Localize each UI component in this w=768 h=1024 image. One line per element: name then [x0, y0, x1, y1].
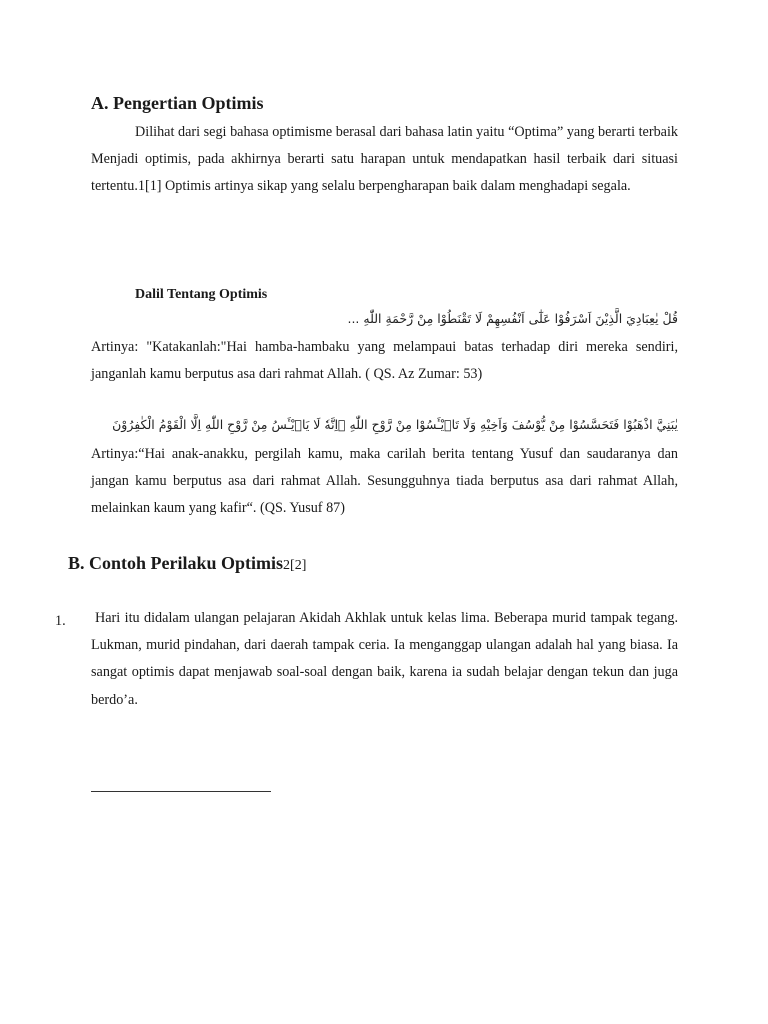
section-a-paragraph — [91, 119, 678, 201]
list-item-number: 1. — [55, 613, 66, 629]
section-a-heading: A. Pengertian Optimis — [91, 93, 264, 113]
section-a-paragraph-text: Dilihat dari segi bahasa optimisme berasal dari bahasa latin yaitu “Optima” yang berarti terbaik Menjadi optimis, pada akhirnya berarti satu harapan untuk mendapatkan hasil terbaik dari situasi tertentu.1[1] Optimis artinya sikap yang selalu berpengharapan baik dalam menghadapi segala. — [91, 124, 678, 195]
quran-verse-1-arabic: قُلْ يٰعِبَادِيَ الَّذِيْنَ اَسْرَفُوْا عَلٰٓى اَنْفُسِهِمْ لَا تَقْنَطُوْا مِنْ رَّحْمَةِ اللّٰهِ ... — [347, 311, 678, 326]
quran-verse-2-arabic: يٰبَنِيَّ اذْهَبُوْا فَتَحَسَّسُوْا مِنْ يُّوْسُفَ وَاَخِيْهِ وَلَا تَا۟يْـَٔسُوْا مِنْ رَّوْحِ اللّٰهِ ۗاِنَّهٗ لَا يَا۟يْـَٔسُ مِنْ رَّوْحِ اللّٰهِ اِلَّا الْقَوْمُ الْكٰفِرُوْنَ — [112, 417, 678, 432]
section-b-heading-text: B. Contoh Perilaku Optimis — [68, 553, 284, 573]
verse-1-translation: Artinya: "Katakanlah:"Hai hamba-hambaku yang melampaui batas terhadap diri mereka sendiri, janganlah kamu berputus asa dari rahmat Allah. ( QS. Az Zumar: 53) — [91, 339, 678, 383]
list-item-text-content: Hari itu didalam ulangan pelajaran Akidah Akhlak untuk kelas lima. Beberapa murid tampak tegang. Lukman, murid pindahan, dari daerah tampak ceria. Ia menganggap ulangan adalah hal yang biasa. Ia sangat optimis dapat menjawab soal-soal dengan baik, karena ia sudah belajar dengan tekun dan juga berdo’a. — [91, 610, 678, 708]
dalil-heading: Dalil Tentang Optimis — [135, 287, 268, 302]
list-item-text — [91, 605, 678, 714]
verse-2-translation: Artinya:“Hai anak-anakku, pergilah kamu, maka carilah berita tentang Yusuf dan saudaranya dan jangan kamu berputus asa dari rahmat Allah. Sesungguhnya tiada berputus asa dari rahmat Allah, melainkan kaum yang kafir“. (QS. Yusuf 87) — [91, 446, 678, 517]
section-b-heading — [68, 552, 306, 577]
section-b-footnote-ref[interactable]: 2[2] — [283, 558, 307, 573]
footnote-separator — [91, 791, 271, 792]
